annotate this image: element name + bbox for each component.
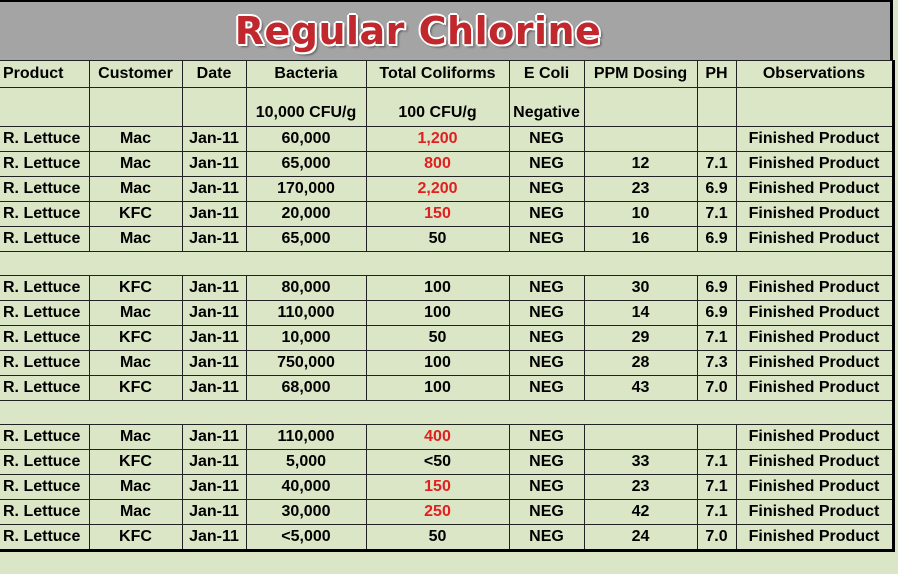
cell-product: R. Lettuce [0, 500, 89, 525]
table-row [0, 425, 893, 450]
cell-observations: Finished Product [736, 376, 893, 401]
column-header-ecoli: E Coli [509, 61, 584, 88]
cell-ph: 7.1 [697, 475, 736, 500]
cell-product: R. Lettuce [0, 376, 89, 401]
cell-ph [697, 127, 736, 152]
cell-ecoli: NEG [509, 351, 584, 376]
cell-product: R. Lettuce [0, 227, 89, 252]
limits-row [0, 88, 893, 127]
limit-ppm [584, 88, 697, 127]
cell-customer: Mac [89, 500, 182, 525]
separator-cell [246, 252, 366, 276]
cell-bacteria: 110,000 [246, 425, 366, 450]
cell-product: R. Lettuce [0, 127, 89, 152]
table-row [0, 177, 893, 202]
cell-product: R. Lettuce [0, 326, 89, 351]
cell-ph: 7.1 [697, 326, 736, 351]
column-header-product: Product [0, 61, 89, 88]
cell-ph: 7.1 [697, 202, 736, 227]
table-row [0, 301, 893, 326]
cell-observations: Finished Product [736, 301, 893, 326]
cell-date: Jan-11 [182, 301, 246, 326]
cell-coliforms: 50 [366, 326, 509, 351]
limit-customer [89, 88, 182, 127]
limit-observations [736, 88, 893, 127]
cell-bacteria: 170,000 [246, 177, 366, 202]
cell-product: R. Lettuce [0, 301, 89, 326]
cell-ecoli: NEG [509, 500, 584, 525]
cell-date: Jan-11 [182, 450, 246, 475]
cell-ppm: 42 [584, 500, 697, 525]
cell-date: Jan-11 [182, 500, 246, 525]
cell-date: Jan-11 [182, 376, 246, 401]
limit-ph [697, 88, 736, 127]
limit-coliforms: 100 CFU/g [366, 88, 509, 127]
table-row [0, 152, 893, 177]
limit-product [0, 88, 89, 127]
separator-cell [182, 401, 246, 425]
cell-observations: Finished Product [736, 276, 893, 301]
cell-customer: Mac [89, 227, 182, 252]
cell-coliforms: 100 [366, 301, 509, 326]
cell-customer: Mac [89, 425, 182, 450]
cell-coliforms: 1,200 [366, 127, 509, 152]
cell-ecoli: NEG [509, 227, 584, 252]
cell-ecoli: NEG [509, 276, 584, 301]
cell-ph: 6.9 [697, 177, 736, 202]
cell-observations: Finished Product [736, 177, 893, 202]
separator-cell [366, 401, 509, 425]
table-row [0, 450, 893, 475]
cell-ecoli: NEG [509, 301, 584, 326]
table-row [0, 475, 893, 500]
cell-bacteria: 68,000 [246, 376, 366, 401]
cell-product: R. Lettuce [0, 152, 89, 177]
cell-bacteria: 10,000 [246, 326, 366, 351]
cell-ppm: 29 [584, 326, 697, 351]
cell-ph: 6.9 [697, 276, 736, 301]
cell-ppm [584, 127, 697, 152]
separator-cell [89, 252, 182, 276]
cell-product: R. Lettuce [0, 177, 89, 202]
cell-ph: 7.3 [697, 351, 736, 376]
cell-coliforms: 100 [366, 276, 509, 301]
separator-cell [736, 401, 893, 425]
separator-cell [584, 252, 697, 276]
cell-bacteria: 80,000 [246, 276, 366, 301]
cell-bacteria: 65,000 [246, 152, 366, 177]
cell-ppm [584, 425, 697, 450]
cell-coliforms: 2,200 [366, 177, 509, 202]
table-row [0, 326, 893, 351]
cell-observations: Finished Product [736, 351, 893, 376]
cell-product: R. Lettuce [0, 202, 89, 227]
cell-ecoli: NEG [509, 525, 584, 551]
cell-customer: KFC [89, 525, 182, 551]
cell-customer: Mac [89, 152, 182, 177]
separator-cell [0, 252, 89, 276]
cell-ph: 7.0 [697, 376, 736, 401]
cell-date: Jan-11 [182, 525, 246, 551]
table-row [0, 351, 893, 376]
cell-date: Jan-11 [182, 202, 246, 227]
table-row [0, 127, 893, 152]
column-header-bacteria: Bacteria [246, 61, 366, 88]
cell-date: Jan-11 [182, 152, 246, 177]
cell-coliforms: 150 [366, 202, 509, 227]
cell-observations: Finished Product [736, 475, 893, 500]
cell-observations: Finished Product [736, 326, 893, 351]
cell-customer: KFC [89, 376, 182, 401]
cell-ph: 7.1 [697, 450, 736, 475]
table-row [0, 202, 893, 227]
cell-ppm: 43 [584, 376, 697, 401]
cell-observations: Finished Product [736, 152, 893, 177]
cell-date: Jan-11 [182, 475, 246, 500]
cell-customer: Mac [89, 127, 182, 152]
cell-ecoli: NEG [509, 475, 584, 500]
cell-date: Jan-11 [182, 177, 246, 202]
header-row [0, 61, 893, 88]
cell-bacteria: 30,000 [246, 500, 366, 525]
cell-product: R. Lettuce [0, 425, 89, 450]
cell-ph: 6.9 [697, 227, 736, 252]
separator-cell [0, 401, 89, 425]
separator-cell [697, 401, 736, 425]
cell-date: Jan-11 [182, 276, 246, 301]
cell-ppm: 24 [584, 525, 697, 551]
table-row [0, 276, 893, 301]
cell-customer: Mac [89, 475, 182, 500]
cell-bacteria: 110,000 [246, 301, 366, 326]
cell-date: Jan-11 [182, 227, 246, 252]
separator-cell [509, 252, 584, 276]
cell-ecoli: NEG [509, 326, 584, 351]
sheet-title: Regular Chlorine [234, 9, 602, 53]
cell-ppm: 30 [584, 276, 697, 301]
cell-ppm: 14 [584, 301, 697, 326]
cell-ph: 7.1 [697, 500, 736, 525]
cell-product: R. Lettuce [0, 351, 89, 376]
cell-coliforms: <50 [366, 450, 509, 475]
cell-date: Jan-11 [182, 326, 246, 351]
cell-ppm: 12 [584, 152, 697, 177]
cell-coliforms: 100 [366, 351, 509, 376]
cell-observations: Finished Product [736, 202, 893, 227]
cell-observations: Finished Product [736, 227, 893, 252]
cell-observations: Finished Product [736, 500, 893, 525]
table-row [0, 376, 893, 401]
cell-product: R. Lettuce [0, 475, 89, 500]
cell-product: R. Lettuce [0, 450, 89, 475]
separator-cell [697, 252, 736, 276]
cell-date: Jan-11 [182, 425, 246, 450]
group-separator [0, 252, 893, 276]
cell-observations: Finished Product [736, 525, 893, 551]
cell-date: Jan-11 [182, 351, 246, 376]
cell-bacteria: 40,000 [246, 475, 366, 500]
cell-ecoli: NEG [509, 152, 584, 177]
separator-cell [509, 401, 584, 425]
table-row [0, 500, 893, 525]
cell-ppm: 33 [584, 450, 697, 475]
cell-ppm: 28 [584, 351, 697, 376]
cell-observations: Finished Product [736, 450, 893, 475]
cell-ppm: 23 [584, 475, 697, 500]
column-header-customer: Customer [89, 61, 182, 88]
cell-coliforms: 50 [366, 525, 509, 551]
cell-ecoli: NEG [509, 177, 584, 202]
column-header-observations: Observations [736, 61, 893, 88]
cell-observations: Finished Product [736, 127, 893, 152]
column-header-ph: PH [697, 61, 736, 88]
limit-date [182, 88, 246, 127]
cell-observations: Finished Product [736, 425, 893, 450]
cell-ph: 7.0 [697, 525, 736, 551]
cell-ecoli: NEG [509, 425, 584, 450]
cell-bacteria: 750,000 [246, 351, 366, 376]
cell-date: Jan-11 [182, 127, 246, 152]
title-bar [0, 0, 893, 60]
cell-coliforms: 400 [366, 425, 509, 450]
cell-ph [697, 425, 736, 450]
separator-cell [366, 252, 509, 276]
cell-customer: Mac [89, 301, 182, 326]
cell-coliforms: 100 [366, 376, 509, 401]
cell-customer: KFC [89, 450, 182, 475]
cell-ecoli: NEG [509, 127, 584, 152]
cell-customer: Mac [89, 177, 182, 202]
cell-bacteria: 20,000 [246, 202, 366, 227]
separator-cell [246, 401, 366, 425]
cell-ppm: 16 [584, 227, 697, 252]
separator-cell [182, 252, 246, 276]
cell-ppm: 10 [584, 202, 697, 227]
cell-bacteria: <5,000 [246, 525, 366, 551]
cell-ppm: 23 [584, 177, 697, 202]
cell-bacteria: 5,000 [246, 450, 366, 475]
column-header-date: Date [182, 61, 246, 88]
cell-ecoli: NEG [509, 450, 584, 475]
cell-coliforms: 250 [366, 500, 509, 525]
separator-cell [584, 401, 697, 425]
results-table [0, 60, 895, 552]
cell-ph: 7.1 [697, 152, 736, 177]
table-row [0, 525, 893, 551]
cell-coliforms: 800 [366, 152, 509, 177]
column-header-coliforms: Total Coliforms [366, 61, 509, 88]
column-header-ppm: PPM Dosing [584, 61, 697, 88]
limit-bacteria: 10,000 CFU/g [246, 88, 366, 127]
cell-customer: KFC [89, 202, 182, 227]
cell-ecoli: NEG [509, 376, 584, 401]
group-separator [0, 401, 893, 425]
separator-cell [89, 401, 182, 425]
limit-ecoli: Negative [509, 88, 584, 127]
cell-bacteria: 65,000 [246, 227, 366, 252]
separator-cell [736, 252, 893, 276]
cell-product: R. Lettuce [0, 276, 89, 301]
cell-product: R. Lettuce [0, 525, 89, 551]
cell-customer: Mac [89, 351, 182, 376]
cell-coliforms: 50 [366, 227, 509, 252]
cell-bacteria: 60,000 [246, 127, 366, 152]
cell-coliforms: 150 [366, 475, 509, 500]
cell-customer: KFC [89, 326, 182, 351]
table-row [0, 227, 893, 252]
cell-customer: KFC [89, 276, 182, 301]
cell-ph: 6.9 [697, 301, 736, 326]
cell-ecoli: NEG [509, 202, 584, 227]
